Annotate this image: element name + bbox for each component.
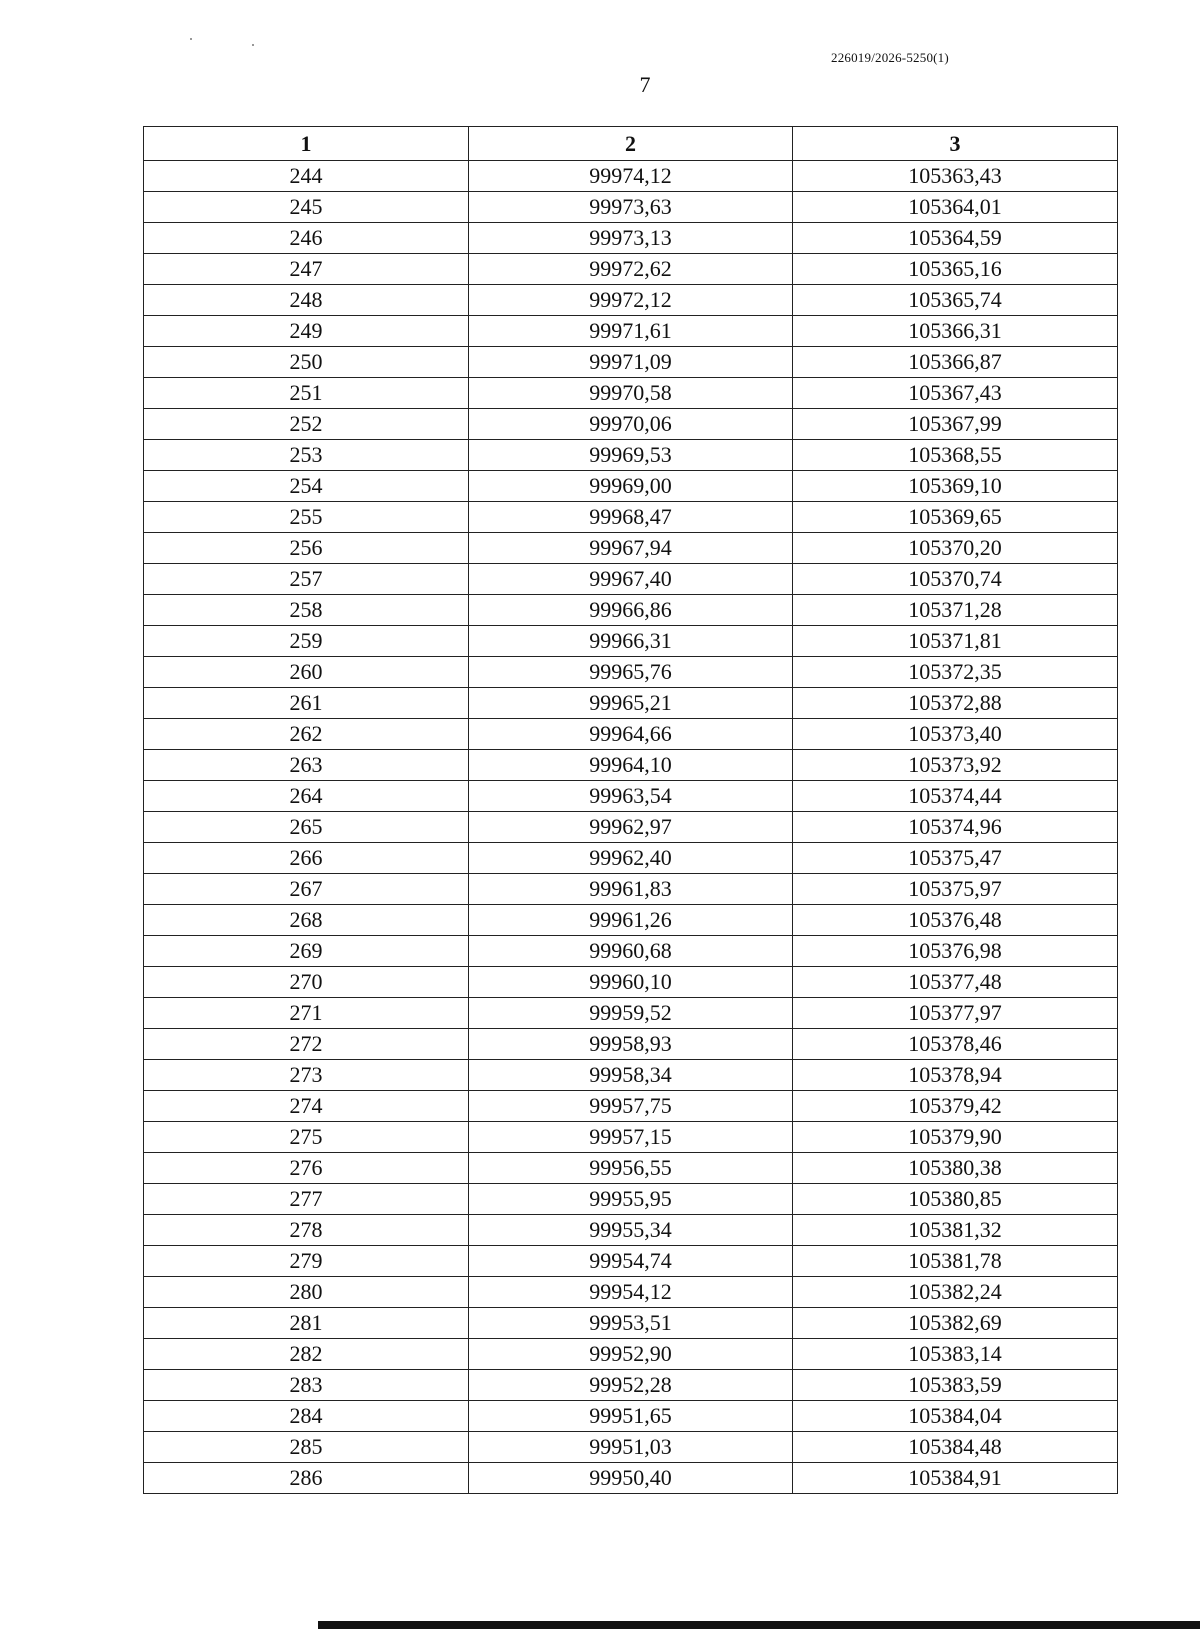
table-row [144, 1029, 1118, 1060]
table-row [144, 161, 1118, 192]
table-cell-col-2: 99962,97 [469, 812, 793, 843]
table-cell-col-2: 99958,34 [469, 1060, 793, 1091]
table-cell-col-1: 263 [144, 750, 469, 781]
table-cell-col-3: 105364,01 [793, 192, 1118, 223]
table-cell-col-3: 105372,35 [793, 657, 1118, 688]
coordinates-table [143, 126, 1118, 1494]
table-row [144, 1122, 1118, 1153]
table-row [144, 936, 1118, 967]
table-cell-col-3: 105380,38 [793, 1153, 1118, 1184]
column-header-3: 3 [793, 127, 1118, 161]
table-row [144, 874, 1118, 905]
table-row [144, 688, 1118, 719]
table-cell-col-3: 105381,32 [793, 1215, 1118, 1246]
table-cell-col-3: 105375,47 [793, 843, 1118, 874]
table-cell-col-1: 248 [144, 285, 469, 316]
table-cell-col-1: 267 [144, 874, 469, 905]
table-cell-col-2: 99974,12 [469, 161, 793, 192]
table-cell-col-1: 269 [144, 936, 469, 967]
table-cell-col-1: 273 [144, 1060, 469, 1091]
table-cell-col-3: 105380,85 [793, 1184, 1118, 1215]
table-cell-col-3: 105377,48 [793, 967, 1118, 998]
table-cell-col-2: 99961,83 [469, 874, 793, 905]
table-cell-col-2: 99963,54 [469, 781, 793, 812]
table-cell-col-2: 99960,10 [469, 967, 793, 998]
table-cell-col-3: 105370,20 [793, 533, 1118, 564]
table-cell-col-1: 253 [144, 440, 469, 471]
table-cell-col-1: 249 [144, 316, 469, 347]
table-cell-col-2: 99971,09 [469, 347, 793, 378]
table-cell-col-1: 268 [144, 905, 469, 936]
table-cell-col-1: 246 [144, 223, 469, 254]
table-cell-col-3: 105381,78 [793, 1246, 1118, 1277]
table-cell-col-2: 99967,40 [469, 564, 793, 595]
table-cell-col-3: 105382,69 [793, 1308, 1118, 1339]
table-row [144, 409, 1118, 440]
table-cell-col-1: 272 [144, 1029, 469, 1060]
table-cell-col-3: 105366,31 [793, 316, 1118, 347]
table-row [144, 223, 1118, 254]
table-row [144, 502, 1118, 533]
table-cell-col-2: 99966,31 [469, 626, 793, 657]
table-cell-col-1: 275 [144, 1122, 469, 1153]
table-row [144, 719, 1118, 750]
table-row [144, 1432, 1118, 1463]
scan-speck [252, 44, 254, 46]
table-cell-col-1: 284 [144, 1401, 469, 1432]
table-cell-col-3: 105382,24 [793, 1277, 1118, 1308]
table-cell-col-2: 99951,03 [469, 1432, 793, 1463]
coordinates-table-container [143, 126, 1117, 1494]
table-cell-col-2: 99973,13 [469, 223, 793, 254]
table-row [144, 378, 1118, 409]
table-cell-col-3: 105369,10 [793, 471, 1118, 502]
table-row [144, 1091, 1118, 1122]
table-cell-col-2: 99950,40 [469, 1463, 793, 1494]
table-row [144, 1060, 1118, 1091]
table-row [144, 1370, 1118, 1401]
table-cell-col-3: 105369,65 [793, 502, 1118, 533]
document-id: 226019/2026-5250(1) [831, 50, 949, 65]
table-cell-col-3: 105383,59 [793, 1370, 1118, 1401]
table-cell-col-3: 105367,43 [793, 378, 1118, 409]
table-cell-col-2: 99955,34 [469, 1215, 793, 1246]
table-cell-col-1: 255 [144, 502, 469, 533]
table-cell-col-2: 99957,75 [469, 1091, 793, 1122]
table-row [144, 1277, 1118, 1308]
table-cell-col-3: 105376,98 [793, 936, 1118, 967]
scan-speck [190, 38, 192, 40]
table-cell-col-2: 99952,90 [469, 1339, 793, 1370]
table-cell-col-1: 281 [144, 1308, 469, 1339]
table-header [144, 127, 1118, 161]
table-row [144, 1184, 1118, 1215]
table-cell-col-3: 105364,59 [793, 223, 1118, 254]
table-cell-col-3: 105367,99 [793, 409, 1118, 440]
table-row [144, 843, 1118, 874]
table-cell-col-3: 105384,91 [793, 1463, 1118, 1494]
table-cell-col-2: 99959,52 [469, 998, 793, 1029]
table-row [144, 905, 1118, 936]
table-row [144, 1246, 1118, 1277]
table-cell-col-3: 105379,90 [793, 1122, 1118, 1153]
table-row [144, 440, 1118, 471]
table-cell-col-3: 105376,48 [793, 905, 1118, 936]
table-cell-col-2: 99971,61 [469, 316, 793, 347]
table-row [144, 285, 1118, 316]
table-cell-col-3: 105372,88 [793, 688, 1118, 719]
table-cell-col-1: 276 [144, 1153, 469, 1184]
table-cell-col-1: 278 [144, 1215, 469, 1246]
table-cell-col-1: 257 [144, 564, 469, 595]
table-cell-col-2: 99967,94 [469, 533, 793, 564]
table-row [144, 1401, 1118, 1432]
table-cell-col-1: 286 [144, 1463, 469, 1494]
table-cell-col-2: 99972,12 [469, 285, 793, 316]
table-cell-col-3: 105384,48 [793, 1432, 1118, 1463]
table-cell-col-1: 260 [144, 657, 469, 688]
table-row [144, 750, 1118, 781]
table-row [144, 533, 1118, 564]
column-header-1: 1 [144, 127, 469, 161]
table-cell-col-1: 271 [144, 998, 469, 1029]
scan-bottom-edge [318, 1621, 1200, 1629]
table-cell-col-1: 277 [144, 1184, 469, 1215]
table-cell-col-1: 282 [144, 1339, 469, 1370]
table-cell-col-2: 99952,28 [469, 1370, 793, 1401]
table-cell-col-1: 244 [144, 161, 469, 192]
table-cell-col-3: 105371,28 [793, 595, 1118, 626]
table-cell-col-2: 99960,68 [469, 936, 793, 967]
table-row [144, 1463, 1118, 1494]
table-cell-col-1: 261 [144, 688, 469, 719]
table-cell-col-2: 99958,93 [469, 1029, 793, 1060]
table-row [144, 967, 1118, 998]
table-cell-col-1: 251 [144, 378, 469, 409]
table-row [144, 1215, 1118, 1246]
table-cell-col-1: 256 [144, 533, 469, 564]
table-cell-col-3: 105373,92 [793, 750, 1118, 781]
table-cell-col-2: 99962,40 [469, 843, 793, 874]
table-cell-col-3: 105374,96 [793, 812, 1118, 843]
table-cell-col-2: 99951,65 [469, 1401, 793, 1432]
table-cell-col-1: 265 [144, 812, 469, 843]
table-body [144, 161, 1118, 1494]
table-cell-col-3: 105373,40 [793, 719, 1118, 750]
table-row [144, 471, 1118, 502]
table-cell-col-1: 252 [144, 409, 469, 440]
table-cell-col-2: 99956,55 [469, 1153, 793, 1184]
table-row [144, 998, 1118, 1029]
table-cell-col-2: 99957,15 [469, 1122, 793, 1153]
table-cell-col-2: 99969,00 [469, 471, 793, 502]
table-cell-col-3: 105363,43 [793, 161, 1118, 192]
table-row [144, 316, 1118, 347]
table-cell-col-1: 266 [144, 843, 469, 874]
table-row [144, 626, 1118, 657]
table-cell-col-3: 105375,97 [793, 874, 1118, 905]
table-cell-col-2: 99969,53 [469, 440, 793, 471]
table-cell-col-2: 99965,21 [469, 688, 793, 719]
table-cell-col-2: 99970,06 [469, 409, 793, 440]
table-cell-col-3: 105370,74 [793, 564, 1118, 595]
table-cell-col-3: 105374,44 [793, 781, 1118, 812]
table-cell-col-2: 99965,76 [469, 657, 793, 688]
table-row [144, 812, 1118, 843]
table-cell-col-3: 105379,42 [793, 1091, 1118, 1122]
table-row [144, 347, 1118, 378]
table-cell-col-1: 259 [144, 626, 469, 657]
table-cell-col-3: 105383,14 [793, 1339, 1118, 1370]
table-cell-col-1: 279 [144, 1246, 469, 1277]
table-cell-col-1: 283 [144, 1370, 469, 1401]
table-cell-col-1: 274 [144, 1091, 469, 1122]
table-row [144, 595, 1118, 626]
table-cell-col-3: 105384,04 [793, 1401, 1118, 1432]
table-row [144, 781, 1118, 812]
table-header-row [144, 127, 1118, 161]
table-row [144, 192, 1118, 223]
table-cell-col-1: 254 [144, 471, 469, 502]
table-cell-col-3: 105377,97 [793, 998, 1118, 1029]
table-cell-col-1: 250 [144, 347, 469, 378]
table-cell-col-2: 99961,26 [469, 905, 793, 936]
page-number: 7 [639, 72, 651, 97]
table-row [144, 1339, 1118, 1370]
table-row [144, 564, 1118, 595]
table-cell-col-2: 99964,10 [469, 750, 793, 781]
table-cell-col-1: 247 [144, 254, 469, 285]
table-cell-col-3: 105378,46 [793, 1029, 1118, 1060]
table-row [144, 254, 1118, 285]
table-cell-col-3: 105366,87 [793, 347, 1118, 378]
table-cell-col-2: 99966,86 [469, 595, 793, 626]
table-cell-col-2: 99955,95 [469, 1184, 793, 1215]
table-cell-col-3: 105371,81 [793, 626, 1118, 657]
table-cell-col-3: 105378,94 [793, 1060, 1118, 1091]
table-cell-col-1: 270 [144, 967, 469, 998]
table-cell-col-2: 99973,63 [469, 192, 793, 223]
table-cell-col-1: 264 [144, 781, 469, 812]
table-cell-col-3: 105365,74 [793, 285, 1118, 316]
table-cell-col-1: 262 [144, 719, 469, 750]
table-row [144, 1308, 1118, 1339]
column-header-2: 2 [469, 127, 793, 161]
table-cell-col-3: 105365,16 [793, 254, 1118, 285]
table-cell-col-2: 99953,51 [469, 1308, 793, 1339]
table-cell-col-1: 280 [144, 1277, 469, 1308]
table-row [144, 1153, 1118, 1184]
table-cell-col-2: 99972,62 [469, 254, 793, 285]
table-cell-col-1: 245 [144, 192, 469, 223]
table-cell-col-2: 99968,47 [469, 502, 793, 533]
table-cell-col-2: 99954,12 [469, 1277, 793, 1308]
table-cell-col-1: 258 [144, 595, 469, 626]
table-cell-col-1: 285 [144, 1432, 469, 1463]
table-row [144, 657, 1118, 688]
table-cell-col-2: 99970,58 [469, 378, 793, 409]
table-cell-col-2: 99964,66 [469, 719, 793, 750]
table-cell-col-3: 105368,55 [793, 440, 1118, 471]
table-cell-col-2: 99954,74 [469, 1246, 793, 1277]
